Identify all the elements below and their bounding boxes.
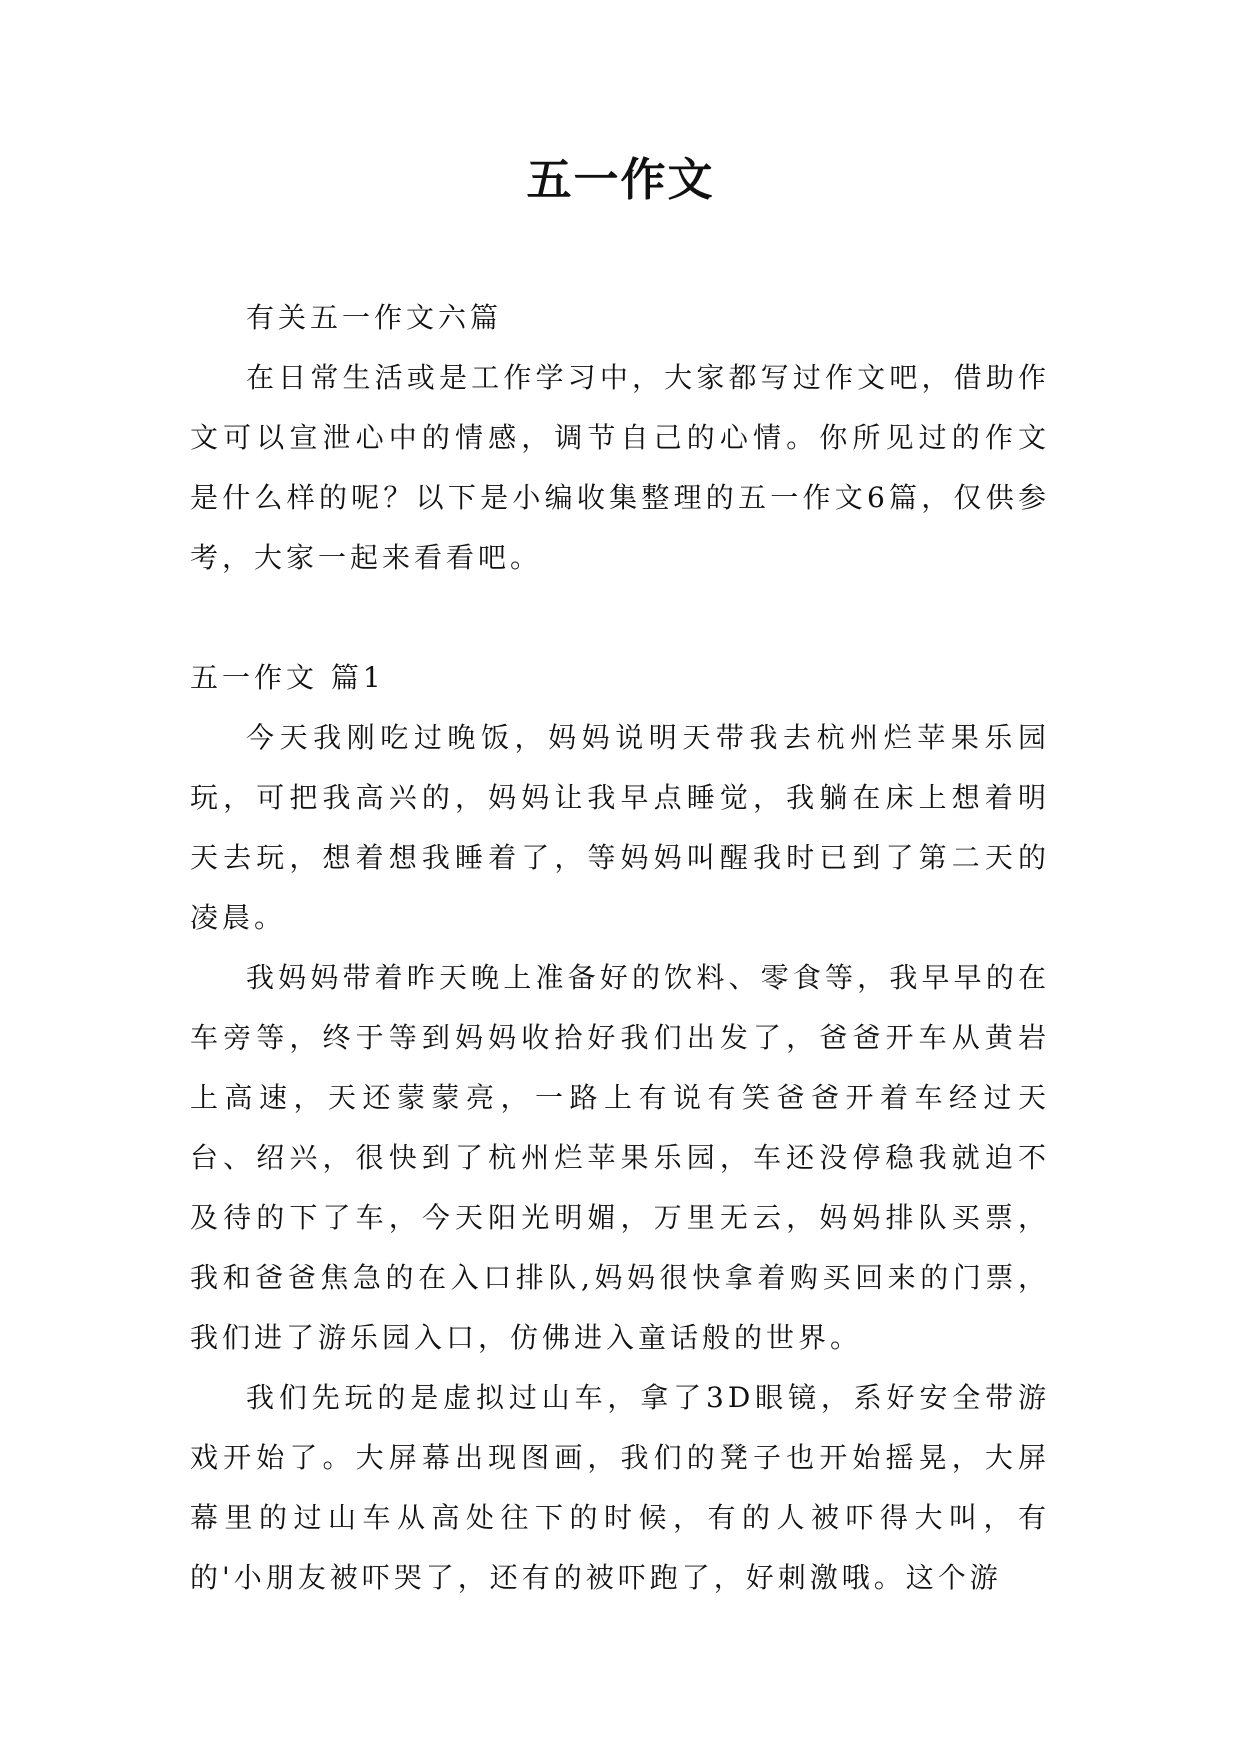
- body-paragraph-2: 我妈妈带着昨天晚上准备好的饮料、零食等，我早早的在车旁等，终于等到妈妈收拾好我们出发了，爸爸开车从黄岩上高速，天还蒙蒙亮，一路上有说有笑爸爸开着车经过天台、绍兴，很快到了杭州烂苹果乐园，车还没停稳我就迫不及待的下了车，今天阳光明媚，万里无云，妈妈排队买票，我和爸爸焦急的在入口排队,妈妈很快拿着购买回来的门票，我们进了游乐园入口，仿佛进入童话般的世界。: [190, 961, 1050, 1354]
- section-heading: 五一作文 篇1: [190, 661, 385, 694]
- document-title: 五一作文: [526, 153, 715, 206]
- intro-heading: 有关五一作文六篇: [246, 301, 503, 334]
- intro-paragraph: 在日常生活或是工作学习中，大家都写过作文吧，借助作文可以宣泄心中的情感，调节自己的心情。你所见过的作文是什么样的呢？以下是小编收集整理的五一作文6篇，仅供参考，大家一起来看看吧。: [190, 361, 1050, 574]
- body-paragraph-3: 我们先玩的是虚拟过山车，拿了3D眼镜，系好安全带游戏开始了。大屏幕出现图画，我们的凳子也开始摇晃，大屏幕里的过山车从高处往下的时候，有的人被吓得大叫，有的'小朋友被吓哭了，还有的被吓跑了，好刺激哦。这个游: [190, 1381, 1050, 1594]
- document-body: [190, 288, 1050, 1608]
- body-paragraph-1: 今天我刚吃过晚饭，妈妈说明天带我去杭州烂苹果乐园玩，可把我高兴的，妈妈让我早点睡觉，我躺在床上想着明天去玩，想着想我睡着了，等妈妈叫醒我时已到了第二天的凌晨。: [190, 721, 1050, 934]
